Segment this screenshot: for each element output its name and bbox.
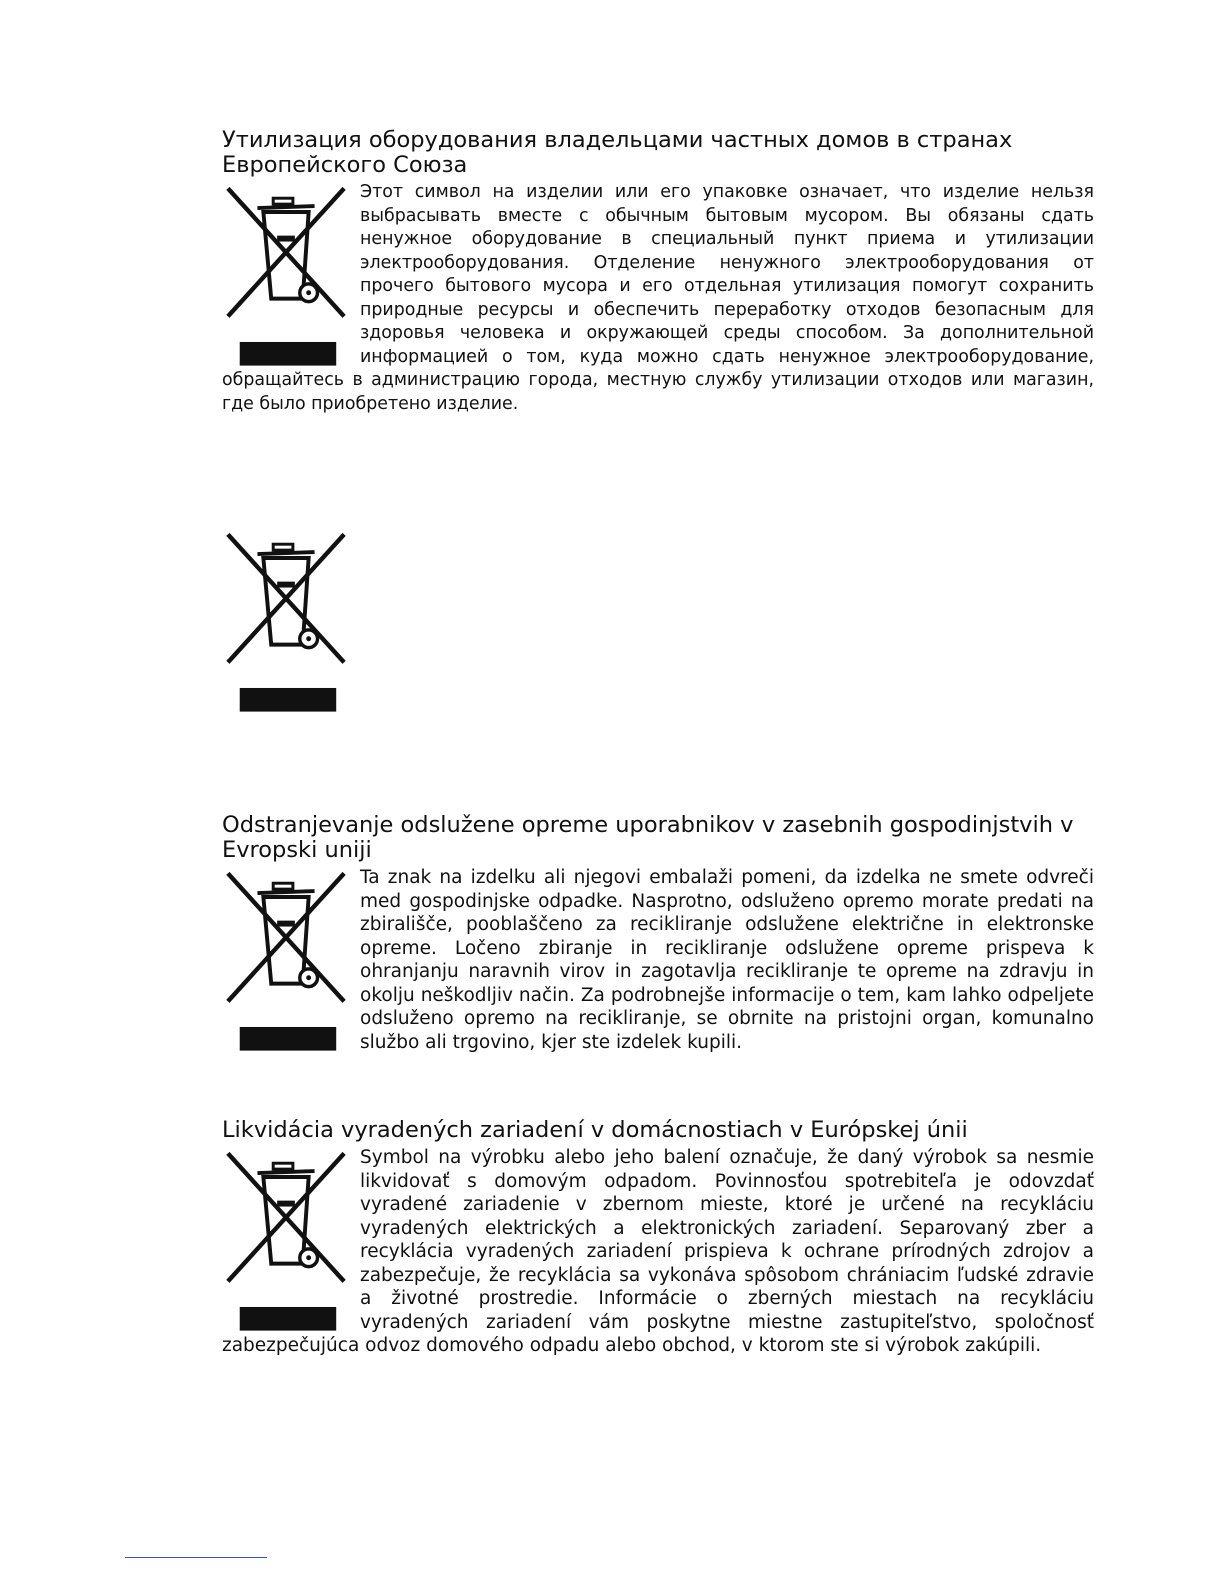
- section-title-sk: Likvidácia vyradených zariadení v domácnostiach v Európskej únii: [222, 1117, 968, 1143]
- crossed-out-wheeled-bin-icon: [222, 183, 350, 363]
- section-text-ru: Этот символ на изделии или его упаковке означает, что изделие нельзя выбрасывать вместе с обычным бытовым мусором. Вы обязаны сдать ненужное оборудование в специальный пункт приема и утилизации электрооборудования. Отделение ненужного электрооборудования от прочего бытового мусора и его отдельная утилизация помогут сохранить природные ресурсы и обеспечить переработку отходов безопасным для здоровья человека и окружающей среды способом. За дополнительной информацией о том, куда можно сдать ненужное электрооборудование, обращайтесь в администрацию города, местную службу утилизации отходов или магазин, где было приобретено изделие.: [222, 182, 1094, 414]
- section-text-sl: Ta znak na izdelku ali njegovi embalaži pomeni, da izdelka ne smete odvreči med gospodinjske odpadke. Nasprotno, odsluženo opremo morate predati na zbirališče, pooblaščeno za recikliranje odslužene električne in elektronske opreme. Ločeno zbiranje in recikliranje odslužene opreme prispeva k ohranjanju naravnih virov in zagotavlja recikliranje te opreme na zdravju in okolju neškodljiv način. Za podrobnejše informacije o tem, kam lahko odpeljete odsluženo opremo na recikliranje, se obrnite na pristojni organ, komunalno službo ali trgovino, kjer ste izdelek kupili.: [360, 867, 1094, 1053]
- section-sk: [222, 1118, 1094, 1358]
- section-ru: [222, 128, 1094, 416]
- crossed-out-wheeled-bin-icon: [222, 1148, 350, 1328]
- crossed-out-wheeled-bin-icon: [222, 527, 350, 719]
- section-text-sk: Symbol na výrobku alebo jeho balení označuje, že daný výrobok sa nesmie likvidovať s domovým odpadom. Povinnosťou spotrebiteľa je odovzdať vyradené zariadenie v zbernom mieste, ktoré je určené na recykláciu vyradených elektrických a elektronických zariadení. Separovaný zber a recyklácia vyradených zariadení prispieva k ochrane prírodných zdrojov a zabezpečuje, že recyklácia sa vykonáva spôsobom chrániacim ľudské zdravie a životné prostredie. Informácie o zberných miestach na recykláciu vyradených zariadení vám poskytne miestne zastupiteľstvo, spoločnosť zabezpečujúca odvoz domového odpadu alebo obchod, v ktorom ste si výrobok zakúpili.: [222, 1147, 1094, 1356]
- footer-rule: [125, 1557, 267, 1558]
- section-sl: [222, 813, 1094, 1054]
- section-title-ru: Утилизация оборудования владельцами частных домов в странах Европейского Союза: [222, 127, 1013, 178]
- section-title-sl: Odstranjevanje odslužene opreme uporabnikov v zasebnih gospodinjstvih v Evropski uniji: [222, 812, 1074, 863]
- crossed-out-wheeled-bin-icon: [222, 868, 350, 1048]
